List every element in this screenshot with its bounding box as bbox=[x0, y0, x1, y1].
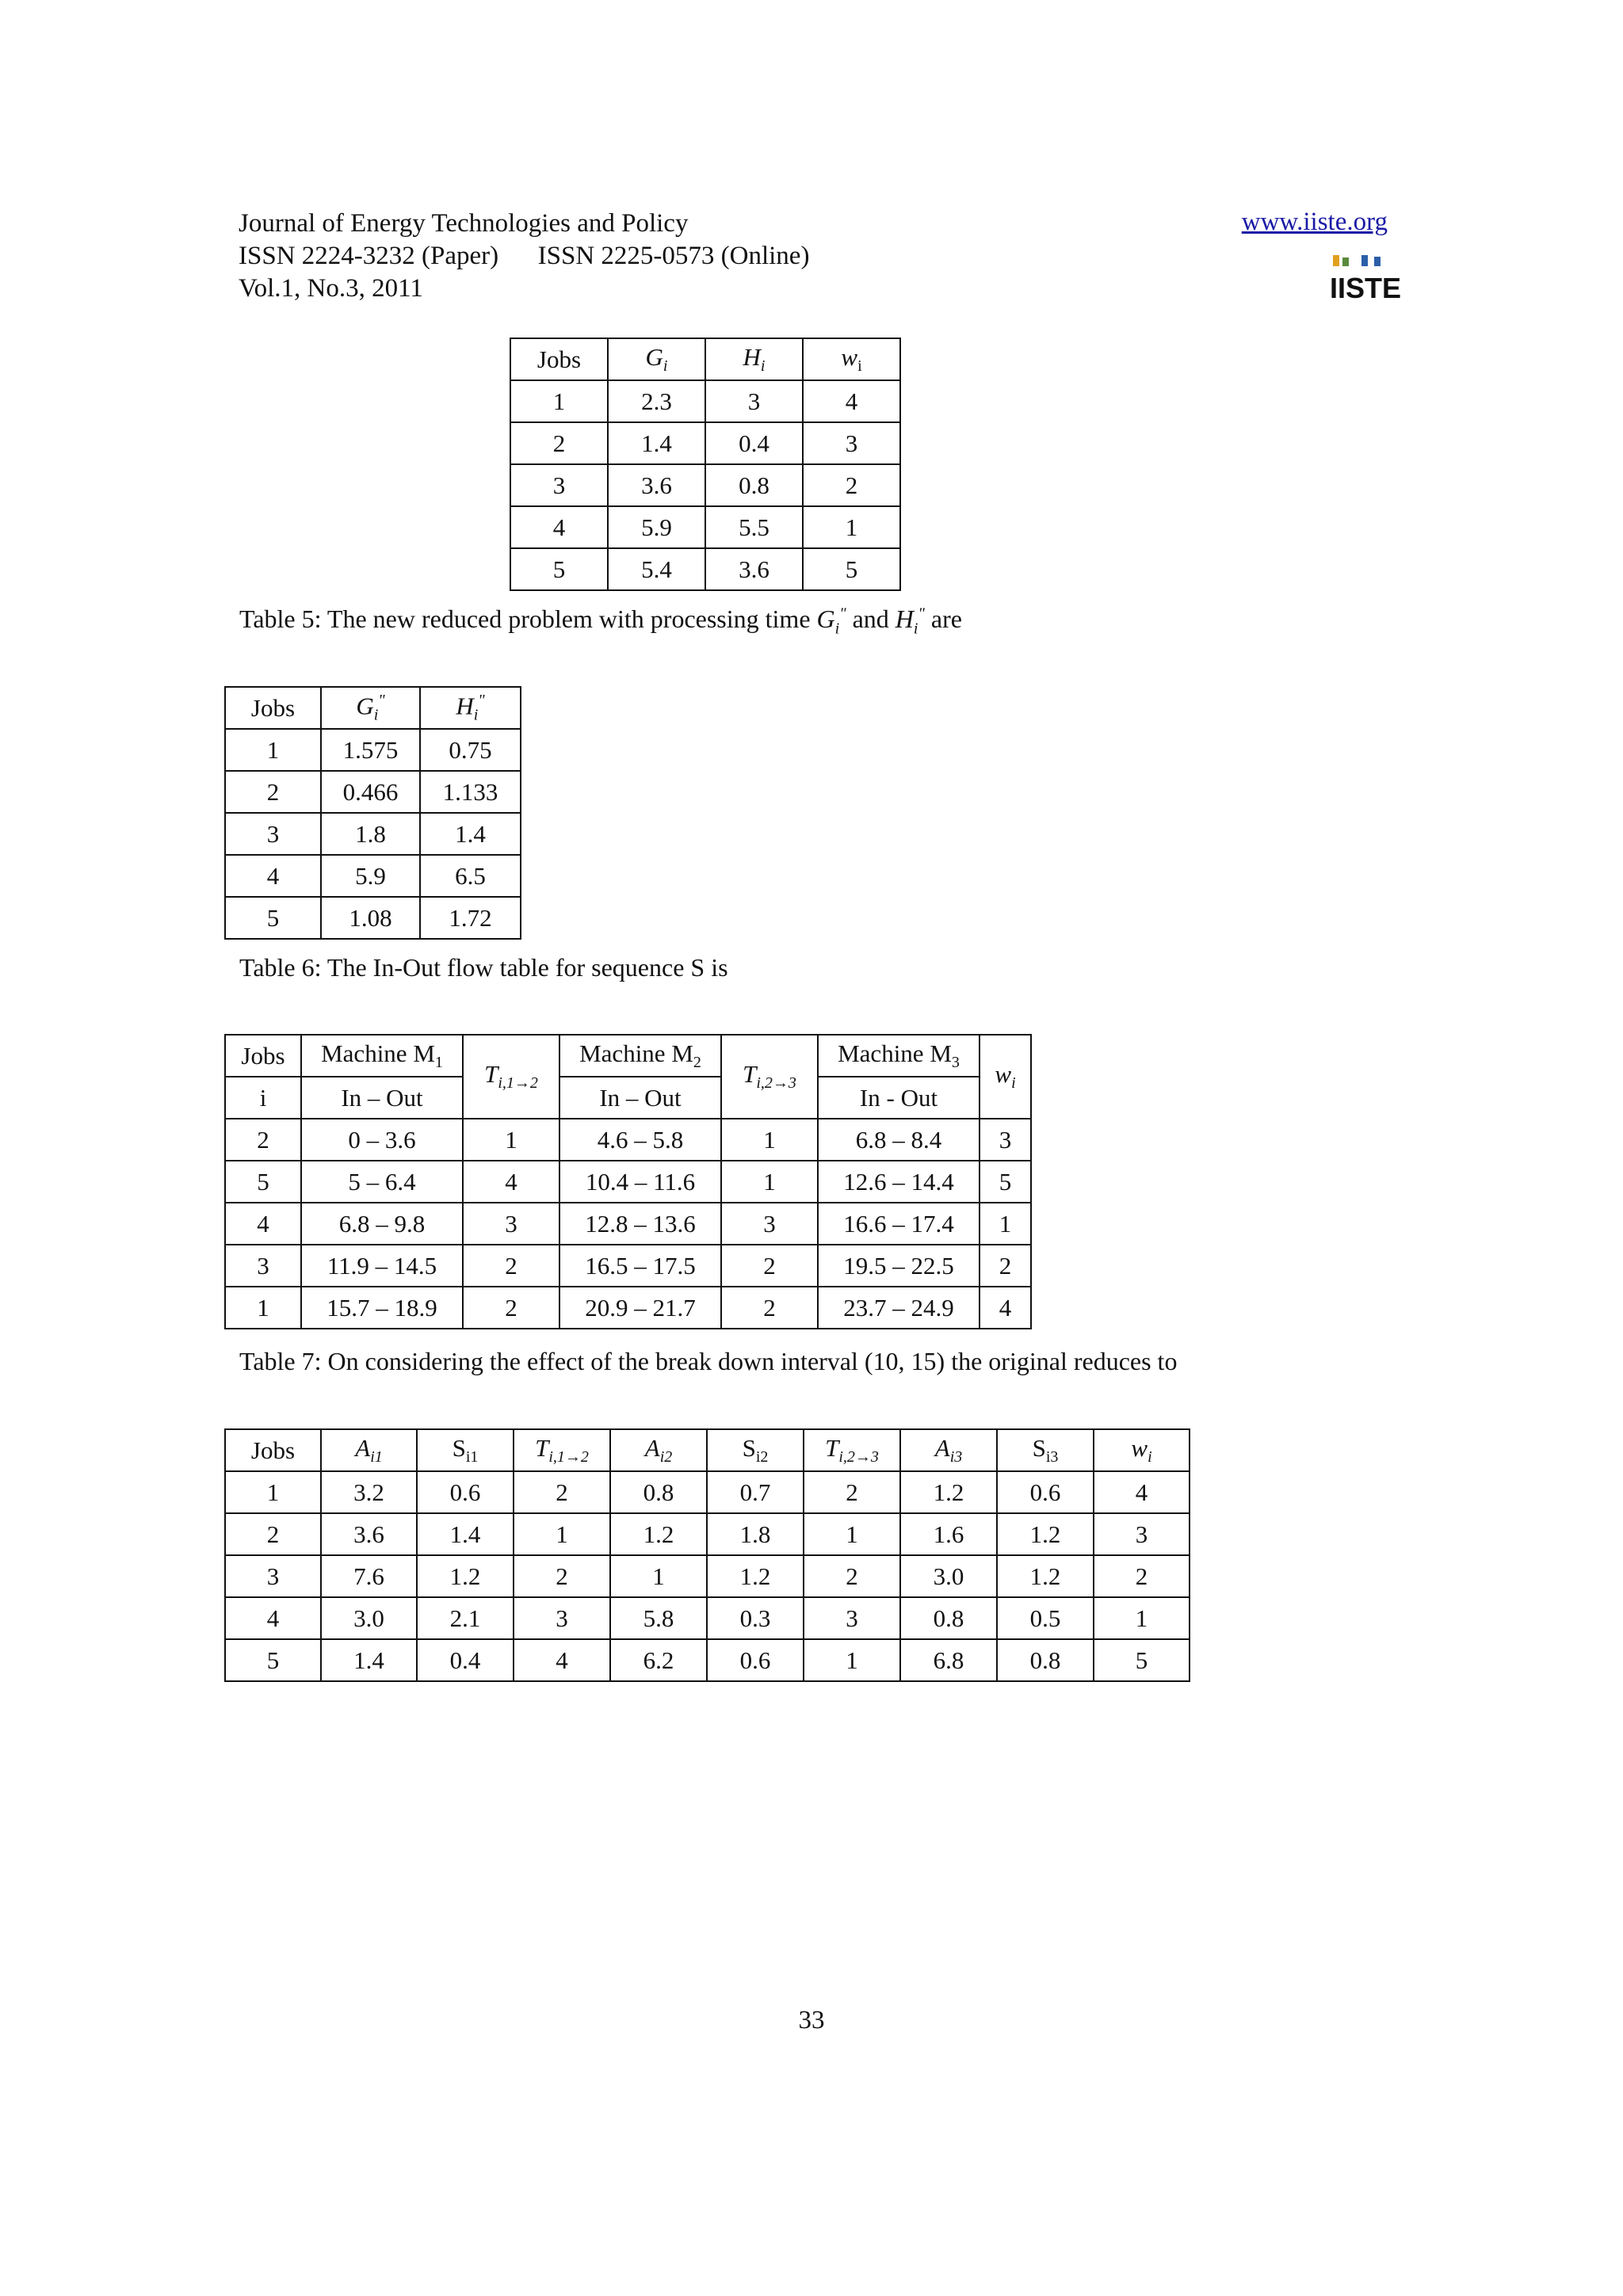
table-header-row: Jobs $A_{i1}$ $S_{i1}$ $T_{i,1\to 2}$ $A_{i2}$ $S_{i2}$ $T_{i,2\to 3}$ $A_{i3}$ $S_{i3}$ $w_i$ bbox=[225, 1429, 1190, 1471]
table-cell: 5 bbox=[225, 1161, 301, 1203]
table-cell: 4 bbox=[225, 855, 321, 897]
table-cell: 0.4 bbox=[705, 422, 803, 464]
table-cell: 1.2 bbox=[997, 1555, 1094, 1597]
table-row bbox=[225, 813, 521, 855]
table-cell: 3 bbox=[1094, 1513, 1190, 1555]
table-row bbox=[225, 1513, 1190, 1555]
table-cell: 23.7 – 24.9 bbox=[818, 1287, 980, 1329]
table-cell: 2 bbox=[463, 1287, 559, 1329]
table-cell: 2.1 bbox=[417, 1597, 514, 1639]
table-cell: 1.2 bbox=[417, 1555, 514, 1597]
table-row bbox=[225, 1597, 1190, 1639]
table-cell: 19.5 – 22.5 bbox=[818, 1245, 980, 1287]
table-cell: 3.6 bbox=[705, 548, 803, 590]
table-body bbox=[225, 1471, 1190, 1681]
table-5 bbox=[224, 686, 521, 940]
table-cell: 3 bbox=[225, 1245, 301, 1287]
table-row bbox=[225, 1639, 1190, 1681]
table-cell: 2 bbox=[514, 1471, 610, 1513]
table-cell: 1.72 bbox=[420, 897, 521, 939]
table-cell: 12.6 – 14.4 bbox=[818, 1161, 980, 1203]
table-cell: 1.2 bbox=[707, 1555, 804, 1597]
table-cell: 1.4 bbox=[417, 1513, 514, 1555]
table-cell: 4 bbox=[510, 506, 608, 548]
table-row bbox=[225, 1471, 1190, 1513]
table-cell: 4 bbox=[463, 1161, 559, 1203]
table-cell: 1 bbox=[721, 1119, 818, 1161]
table-cell: 5 bbox=[980, 1161, 1031, 1203]
table-cell: 6.8 – 9.8 bbox=[301, 1203, 463, 1245]
table-cell: 0.3 bbox=[707, 1597, 804, 1639]
table-cell: 0.6 bbox=[417, 1471, 514, 1513]
table-cell: 3 bbox=[721, 1203, 818, 1245]
table-cell: 3.2 bbox=[321, 1471, 417, 1513]
table-cell: 3 bbox=[705, 380, 803, 422]
page-number: 33 bbox=[798, 2006, 825, 2035]
table-cell: 5.4 bbox=[608, 548, 705, 590]
table-cell: 2 bbox=[721, 1245, 818, 1287]
table6-caption: Table 6: The In-Out flow table for sequence S is bbox=[239, 953, 728, 982]
table-row bbox=[510, 422, 900, 464]
table-cell: 0.75 bbox=[420, 729, 521, 771]
table-row bbox=[225, 1203, 1031, 1245]
table-cell: 2.3 bbox=[608, 380, 705, 422]
table-cell: 16.6 – 17.4 bbox=[818, 1203, 980, 1245]
table-cell: 5 bbox=[803, 548, 900, 590]
table-cell: 4 bbox=[225, 1203, 301, 1245]
table-cell: 5 bbox=[225, 897, 321, 939]
table-cell: 0.8 bbox=[900, 1597, 997, 1639]
table-body bbox=[225, 729, 521, 939]
table-cell: 1 bbox=[225, 729, 321, 771]
logo-text: IISTE bbox=[1330, 272, 1402, 304]
table-cell: 1.2 bbox=[900, 1471, 997, 1513]
table-cell: 2 bbox=[510, 422, 608, 464]
table-cell: 3 bbox=[510, 464, 608, 506]
table-row bbox=[510, 548, 900, 590]
issn-line: ISSN 2224-3232 (Paper) ISSN 2225-0573 (Online) bbox=[239, 242, 810, 270]
table-cell: 1.133 bbox=[420, 771, 521, 813]
table-body bbox=[510, 380, 900, 590]
table-cell: 0.6 bbox=[997, 1471, 1094, 1513]
table-cell: 4.6 – 5.8 bbox=[559, 1119, 721, 1161]
table-cell: 1.8 bbox=[707, 1513, 804, 1555]
table-cell: 5 bbox=[510, 548, 608, 590]
table-cell: 5 bbox=[1094, 1639, 1190, 1681]
table-header-row: Jobs $G_i^"$ $H_i^"$ bbox=[225, 687, 521, 729]
table-body bbox=[225, 1119, 1031, 1329]
table-cell: 1.575 bbox=[321, 729, 420, 771]
table-cell: 1.2 bbox=[997, 1513, 1094, 1555]
table-cell: 5.5 bbox=[705, 506, 803, 548]
table-row bbox=[225, 1287, 1031, 1329]
table-cell: 4 bbox=[514, 1639, 610, 1681]
table-reduced-times bbox=[510, 338, 901, 591]
table-cell: 1 bbox=[463, 1119, 559, 1161]
table-cell: 0.5 bbox=[997, 1597, 1094, 1639]
table-cell: 0.8 bbox=[705, 464, 803, 506]
table-cell: 5.9 bbox=[608, 506, 705, 548]
table-cell: 3 bbox=[463, 1203, 559, 1245]
table-cell: 3.6 bbox=[321, 1513, 417, 1555]
iiste-logo bbox=[1330, 254, 1402, 304]
table-cell: 2 bbox=[1094, 1555, 1190, 1597]
table-cell: 3.0 bbox=[900, 1555, 997, 1597]
table-row bbox=[225, 729, 521, 771]
table-cell: 3 bbox=[225, 1555, 321, 1597]
running-header bbox=[239, 208, 809, 305]
table-cell: 4 bbox=[1094, 1471, 1190, 1513]
table-cell: 4 bbox=[980, 1287, 1031, 1329]
table-cell: 4 bbox=[225, 1597, 321, 1639]
table-cell: 3.6 bbox=[608, 464, 705, 506]
table-cell: 2 bbox=[980, 1245, 1031, 1287]
table-cell: 0 – 3.6 bbox=[301, 1119, 463, 1161]
table-row bbox=[225, 1555, 1190, 1597]
table-cell: 5.9 bbox=[321, 855, 420, 897]
table7-caption: Table 7: On considering the effect of the break down interval (10, 15) the original reduces to bbox=[239, 1347, 1178, 1375]
table-cell: 7.6 bbox=[321, 1555, 417, 1597]
table-cell: 11.9 – 14.5 bbox=[301, 1245, 463, 1287]
table-cell: 1.4 bbox=[321, 1639, 417, 1681]
table-row bbox=[225, 855, 521, 897]
table-header-row: Jobs Machine $M_1$ $T_{i,1\to 2}$ Machine $M_2$ $T_{i,2\to 3}$ Machine $M_3$ $w_i$ bbox=[225, 1035, 1031, 1077]
table-cell: 2 bbox=[514, 1555, 610, 1597]
journal-url-link[interactable]: www.iiste.org bbox=[1241, 208, 1388, 236]
table-cell: 1 bbox=[721, 1161, 818, 1203]
table-cell: 1.08 bbox=[321, 897, 420, 939]
table-cell: 3 bbox=[803, 422, 900, 464]
table-cell: 5.8 bbox=[610, 1597, 707, 1639]
table-row bbox=[225, 1161, 1031, 1203]
table-cell: 2 bbox=[721, 1287, 818, 1329]
table-row bbox=[510, 380, 900, 422]
table-cell: 6.5 bbox=[420, 855, 521, 897]
table-cell: 2 bbox=[225, 771, 321, 813]
table-6-in-out-flow bbox=[224, 1034, 1032, 1329]
table-cell: 1.4 bbox=[608, 422, 705, 464]
table-cell: 16.5 – 17.5 bbox=[559, 1245, 721, 1287]
table-row bbox=[510, 506, 900, 548]
table-cell: 1 bbox=[804, 1513, 900, 1555]
table-cell: 2 bbox=[225, 1513, 321, 1555]
table-cell: 0.466 bbox=[321, 771, 420, 813]
table-cell: 0.8 bbox=[610, 1471, 707, 1513]
table-row bbox=[510, 464, 900, 506]
table-cell: 0.6 bbox=[707, 1639, 804, 1681]
table-cell: 6.2 bbox=[610, 1639, 707, 1681]
table-cell: 1 bbox=[980, 1203, 1031, 1245]
table-cell: 1 bbox=[225, 1471, 321, 1513]
table-cell: 1 bbox=[803, 506, 900, 548]
table-cell: 1 bbox=[1094, 1597, 1190, 1639]
table-cell: 1 bbox=[804, 1639, 900, 1681]
table-row bbox=[225, 897, 521, 939]
table-subheader-row: i In – Out In – Out In - Out bbox=[225, 1077, 1031, 1119]
table-cell: 3.0 bbox=[321, 1597, 417, 1639]
table-row bbox=[225, 1119, 1031, 1161]
table-cell: 20.9 – 21.7 bbox=[559, 1287, 721, 1329]
table-7 bbox=[224, 1428, 1190, 1682]
table-cell: 1 bbox=[510, 380, 608, 422]
table-cell: 2 bbox=[463, 1245, 559, 1287]
table-header-row: Jobs $G_i$ $H_i$ $w_i$ bbox=[510, 338, 900, 380]
volume-line: Vol.1, No.3, 2011 bbox=[239, 274, 423, 303]
table-cell: 1 bbox=[514, 1513, 610, 1555]
table-cell: 4 bbox=[803, 380, 900, 422]
table-cell: 1.2 bbox=[610, 1513, 707, 1555]
table-cell: 3 bbox=[514, 1597, 610, 1639]
table-cell: 5 – 6.4 bbox=[301, 1161, 463, 1203]
table-cell: 0.7 bbox=[707, 1471, 804, 1513]
table-cell: 6.8 – 8.4 bbox=[818, 1119, 980, 1161]
table-cell: 0.8 bbox=[997, 1639, 1094, 1681]
table-cell: 1.6 bbox=[900, 1513, 997, 1555]
table-cell: 6.8 bbox=[900, 1639, 997, 1681]
table-cell: 2 bbox=[804, 1471, 900, 1513]
table-cell: 2 bbox=[804, 1555, 900, 1597]
table-row bbox=[225, 1245, 1031, 1287]
table-cell: 1 bbox=[225, 1287, 301, 1329]
table-cell: 1 bbox=[610, 1555, 707, 1597]
table-cell: 2 bbox=[225, 1119, 301, 1161]
journal-title: Journal of Energy Technologies and Policy bbox=[239, 209, 689, 238]
table-cell: 1.4 bbox=[420, 813, 521, 855]
table-cell: 15.7 – 18.9 bbox=[301, 1287, 463, 1329]
table5-caption: Table 5: The new reduced problem with processing time $G_i^"$ and $H_i^"$ are bbox=[239, 605, 962, 638]
table-cell: 1.8 bbox=[321, 813, 420, 855]
table-cell: 0.4 bbox=[417, 1639, 514, 1681]
table-cell: 12.8 – 13.6 bbox=[559, 1203, 721, 1245]
table-cell: 3 bbox=[980, 1119, 1031, 1161]
table-cell: 2 bbox=[803, 464, 900, 506]
table-cell: 3 bbox=[804, 1597, 900, 1639]
table-cell: 10.4 – 11.6 bbox=[559, 1161, 721, 1203]
table-cell: 3 bbox=[225, 813, 321, 855]
table-row bbox=[225, 771, 521, 813]
table-cell: 5 bbox=[225, 1639, 321, 1681]
